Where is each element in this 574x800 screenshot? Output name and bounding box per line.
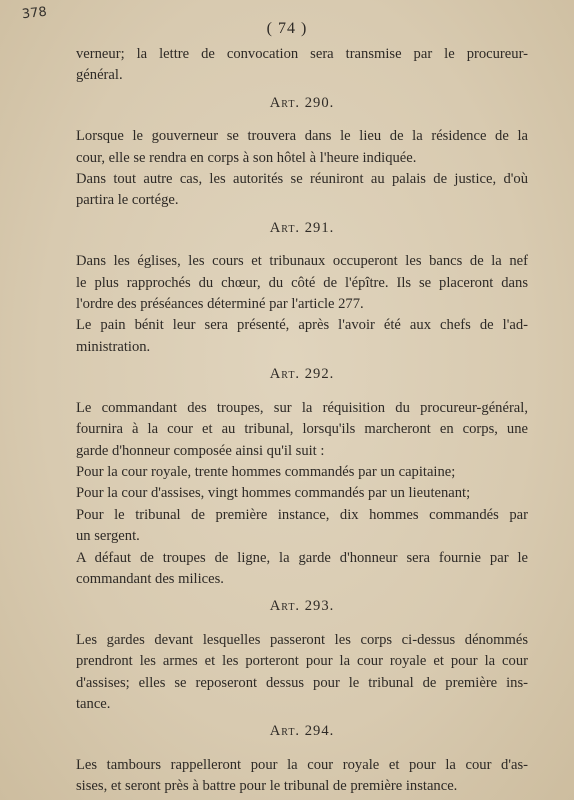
text-line: ministration. [76, 338, 151, 355]
text-line: Le commandant des troupes, sur la réquisition du procureur-général, [76, 399, 528, 416]
paragraph [76, 630, 528, 716]
paragraph [76, 548, 528, 591]
handwritten-page-mark: 378 [21, 4, 48, 23]
text-line: prendront les armes et les porteront pour la cour royale et pour la cour [76, 653, 528, 670]
text-line: Pour la cour d'assises, vingt hommes commandés par un lieutenant; [76, 485, 471, 502]
text-line: un sergent. [76, 528, 140, 545]
text-line: le plus rapprochés du chœur, du côté de l'épître. Ils se placeront dans [76, 274, 528, 291]
text-line: verneur; la lettre de convocation sera transmise par le procureur- [76, 46, 528, 62]
text-line: A défaut de troupes de ligne, la garde d'honneur sera fournie par le [76, 549, 528, 566]
paragraph [76, 462, 528, 483]
text-line: l'ordre des préséances déterminé par l'article 277. [76, 296, 364, 313]
text-line: fournira à la cour et au tribunal, lorsqu'ils marcheront en corps, une [76, 421, 528, 438]
text-line: garde d'honneur composée ainsi qu'il suit : [76, 442, 325, 459]
text-line: sises, et seront près à battre pour le tribunal de première instance. [76, 778, 458, 795]
article-heading: Art. 290. [269, 94, 335, 111]
page-number: ( 74 ) [266, 20, 308, 37]
paragraph [76, 44, 528, 87]
text-line: Lorsque le gouverneur se trouvera dans le lieu de la résidence de la [76, 128, 528, 145]
text-line: Les tambours rappelleront pour la cour royale et pour la cour d'as- [76, 756, 528, 773]
article-heading: Art. 291. [269, 219, 335, 236]
article-heading: Art. 294. [269, 723, 335, 740]
text-line: Pour la cour royale, trente hommes commandés par un capitaine; [76, 463, 456, 480]
paragraph [76, 398, 528, 462]
text-line: Dans tout autre cas, les autorités se réuniront au palais de justice, d'où [76, 171, 528, 188]
paragraph [76, 126, 528, 169]
text-line: tance. [76, 695, 111, 712]
text-line: général. [76, 67, 123, 84]
text-line: Pour le tribunal de première instance, dix hommes commandés par [76, 506, 528, 523]
text-line: commandant des milices. [76, 570, 224, 587]
paragraph [76, 505, 528, 548]
paragraph [76, 169, 528, 212]
text-line: partira le cortége. [76, 192, 179, 209]
article-heading: Art. 292. [269, 366, 335, 383]
paragraph [76, 483, 528, 504]
paragraph [76, 315, 528, 358]
article-heading: Art. 293. [269, 598, 335, 615]
text-line: d'assises; elles se reposeront dessus pour le tribunal de première ins- [76, 674, 528, 691]
text-line: Le pain bénit leur sera présenté, après l'avoir été aux chefs de l'ad- [76, 317, 528, 334]
text-line: Dans les églises, les cours et tribunaux occuperont les bancs de la nef [76, 253, 528, 270]
text-line: Les gardes devant lesquelles passeront les corps ci-dessus dénommés [76, 631, 528, 648]
paragraph [76, 251, 528, 315]
text-line: cour, elle se rendra en corps à son hôtel à l'heure indiquée. [76, 149, 417, 166]
paragraph [76, 755, 528, 798]
page-body [76, 44, 528, 798]
